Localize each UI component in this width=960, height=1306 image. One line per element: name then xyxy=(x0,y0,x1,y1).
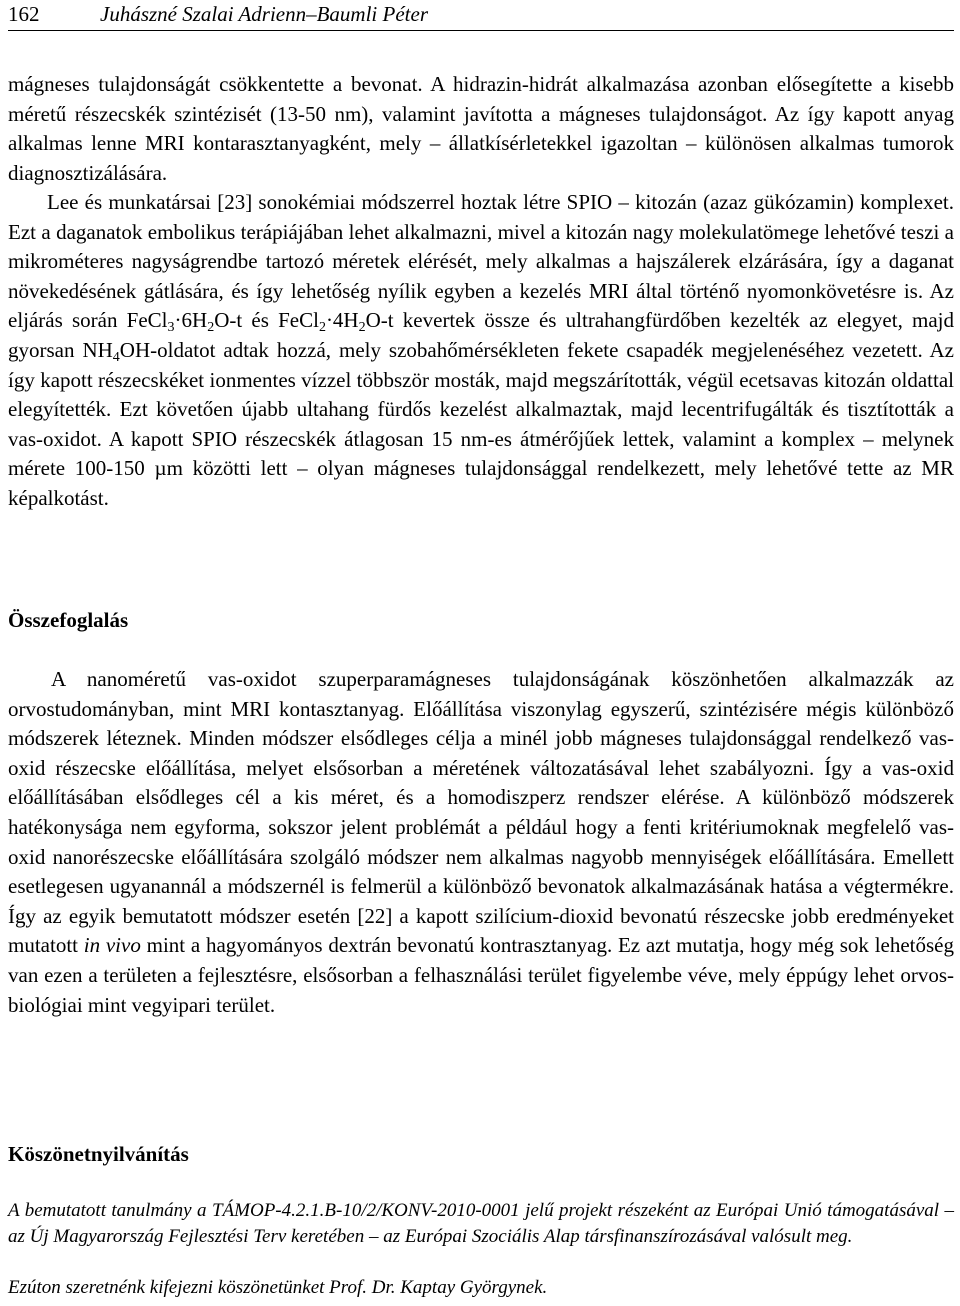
running-header xyxy=(8,2,954,31)
running-header-authors: Juhászné Szalai Adrienn–Baumli Péter xyxy=(100,2,428,26)
section-heading-summary: Összefoglalás xyxy=(8,608,129,632)
paragraph-summary: A nanoméretű vas-oxidot szuperparamágneses tulajdonságának köszönhetően alkalmazzák az orvostudományban, mint MRI kontasztanyag. Előállítása viszonylag egyszerű, szintézisére mégis különböző módszerek léteznek. Minden módszer elsődleges célja a minél jobb mágneses tulajdonsággal rendelkező vas-oxid részecske előállítása, melyet elsősorban a méretének változatásával lehet szabályozni. Így a vas-oxid előállításában elsődleges cél a kis méret, és a homodiszperz rendszer elérése. A különböző módszerek hatékonysága nem egyforma, sokszor jelent problémát a például hogy a fenti kritériumoknak megfelelő vas-oxid nanorészecske előállítására szolgáló módszer nem alkalmas nagyobb mennyiségek előállítására. Emellett esetlegesen ugyanannál a módszernél is felmerül a különböző bevonatok alkalmazásának hatása a végtermékre. Így az egyik bemutatott módszer esetén [22] a kapott szilícium-dioxid bevonatú részecske jobb eredményeket mutatott in vivo mint a hagyományos dextrán bevonatú kontrasztanyag. Ez azt mutatja, hogy még sok lehetőség van ezen a területen a fejlesztésre, elsősorban a felhasználási terület figyelembe véve, mely éppúgy lehet orvos-biológiai mint vegyipari terület. xyxy=(8,667,955,1017)
acknowledgement-funding: A bemutatott tanulmány a TÁMOP-4.2.1.B-10/2/KONV-2010-0001 jelű projekt részeként az Európai Unió támogatásával – az Új Magyarország Fejlesztési Terv keretében – az Európai Szociális Alap társfinanszírozásával valósult meg. xyxy=(8,1200,954,1247)
paragraph-lee-spio-chitosan: Lee és munkatársai [23] sonokémiai módszerrel hoztak létre SPIO – kitozán (azaz gükózamin) komplexet. Ezt a daganatok embolikus terápiájában lehet alkalmazni, mivel a kitozán nagy molekulatömege lehetővé teszi a mikrométeres nagyságrendbe tartozó méretek elérését, mely alkalmas a hajszálerek elzárására, így a daganat növekedésének gátlására, és így lehetőség nyílik egyben a kezelés MRI által történő nyomonkövetésre is. Az eljárás során $FeCl_3\cdot 6H_2O-t$ és $FeCl_2\cdot 4H_2O-t$ kevertek össze és ultrahangfürdőben kezelték az elegyet, majd gyorsan $NH_4OH$-oldatot adtak hozzá, mely szobahőmérsékleten fekete csapadék megjelenéséhez vezetett. Az így kapott részecskéket ionmentes vízzel többször mosták, majd megszárították, végül ecetsavas kitozán oldattal elegyítették. Ezt követően újabb ultahang fürdős kezelést alkalmaztak, majd lecentrifugálták és tisztították a vas-oxidot. A kapott SPIO részecskék átlagosan 15 nm-es átmérőjűek lettek, valamint a komplex – melynek mérete 100-150 µm közötti lett – olyan mágneses tulajdonsággal rendelkezett, mely lehetővé tette az MR képalkotást. xyxy=(8,190,955,510)
acknowledgement-thanks: Ezúton szeretnénk kifejezni köszönetünket Prof. Dr. Kaptay Györgynek. xyxy=(8,1277,548,1298)
section-heading-acknowledgements: Köszönetnyilvánítás xyxy=(8,1142,189,1166)
page-number: 162 xyxy=(8,2,40,26)
paragraph-continued: mágneses tulajdonságát csökkentette a bevonat. A hidrazin-hidrát alkalmazása azonban elősegítette a kisebb méretű részecskék szintézisét (13-50 nm), valamint javította a mágneses tulajdonságot. Az így kapott anyag alkalmas lenne MRI kontarasztanyagként, mely – állatkísérletekkel igazoltan – különösen alkalmas tumorok diagnosztizálására. xyxy=(8,72,954,185)
